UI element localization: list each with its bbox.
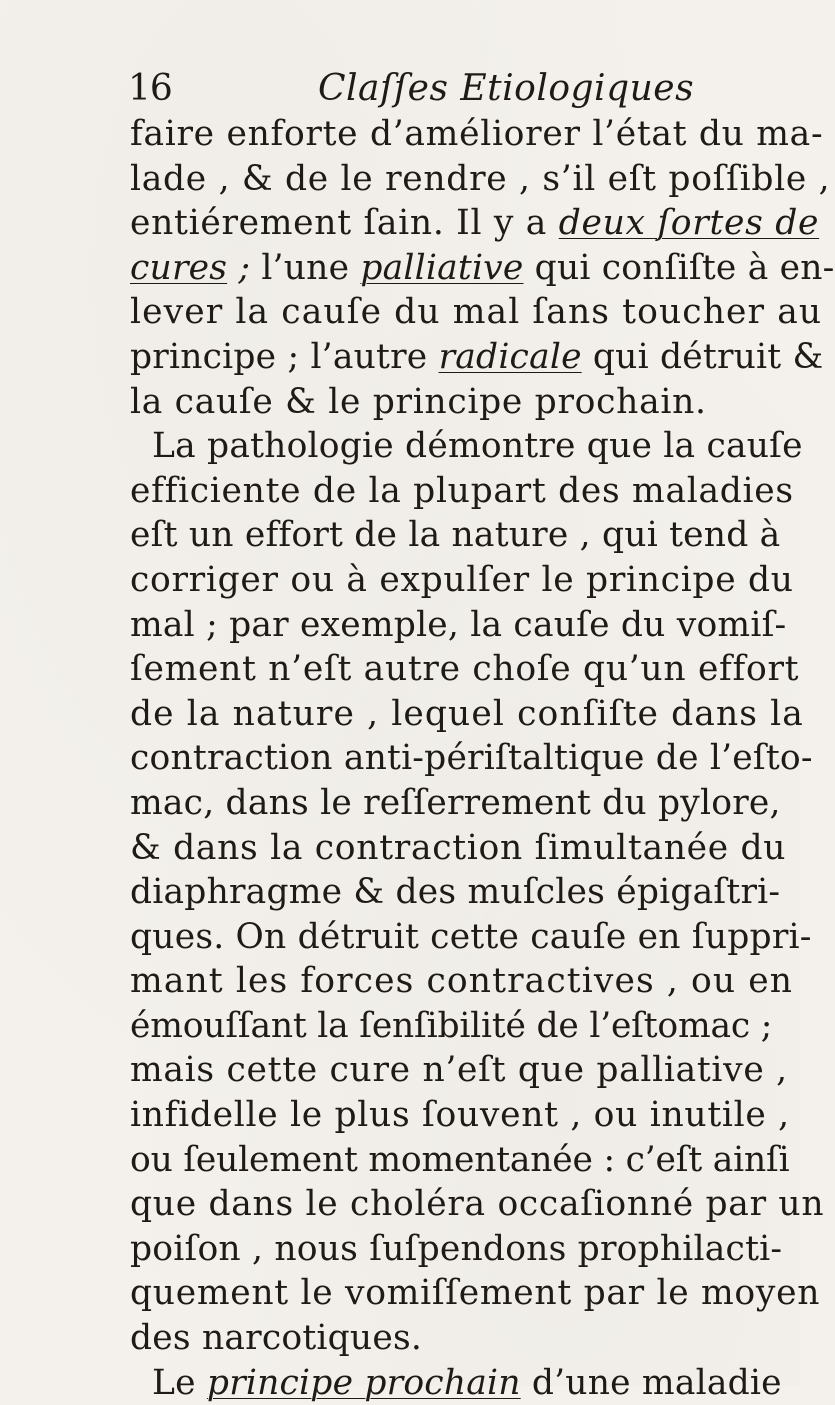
- text-line: [130, 736, 813, 781]
- text-segment: ſement n’eſt autre choſe qu’un effort: [130, 649, 800, 690]
- italic-phrase: principe prochain: [206, 1362, 521, 1403]
- text-line: [130, 915, 812, 960]
- text-segment: & dans la contraction ſimultanée du: [130, 827, 787, 868]
- text-line: [130, 246, 835, 291]
- text-line: [130, 290, 823, 335]
- text-segment: ques. On détruit cette cauſe en ſuppri-: [130, 916, 812, 957]
- italic-phrase: palliative: [360, 247, 524, 288]
- text-line: [130, 1182, 825, 1227]
- text-segment: de la nature , lequel conſiſte dans la: [130, 693, 804, 734]
- text-segment: l’une: [261, 247, 361, 288]
- text-segment: qui conſiſte à en-: [523, 247, 835, 288]
- page-header: [128, 62, 748, 112]
- text-line: [130, 1093, 790, 1138]
- text-line: [130, 603, 787, 648]
- text-segment: mant les forces contractives , ou en: [130, 961, 794, 1002]
- italic-phrase: radicale: [438, 336, 582, 377]
- text-segment: entiérement ſain. Il y a: [130, 203, 559, 244]
- body-text: [130, 112, 835, 1405]
- text-segment: efficiente de la plupart des maladies: [130, 470, 794, 511]
- running-title: Claſſes Etiologiques: [318, 68, 695, 109]
- text-line: [130, 469, 794, 514]
- text-segment: mal ; par exemple, la cauſe du vomiſ-: [130, 604, 787, 645]
- text-segment: la cauſe & le principe prochain.: [130, 381, 707, 422]
- text-line: [130, 335, 824, 380]
- text-segment: quement le vomiſſement par le moyen: [130, 1273, 821, 1314]
- text-segment: infidelle le plus ſouvent , ou inutile ,: [130, 1095, 790, 1136]
- text-segment: Le: [152, 1362, 207, 1403]
- text-segment: émouſſant la ſenſibilité de l’eſtomac ;: [130, 1005, 773, 1046]
- italic-phrase: ;: [227, 247, 262, 288]
- text-line: [130, 424, 803, 469]
- text-line: [130, 826, 787, 871]
- text-segment: lever la cauſe du mal ſans toucher au: [130, 292, 823, 333]
- text-segment: mac, dans le reſſerrement du pylore,: [130, 782, 781, 823]
- text-segment: La pathologie démontre que la cauſe: [152, 426, 803, 467]
- text-line: [130, 1048, 788, 1093]
- text-line: [130, 959, 794, 1004]
- text-segment: que dans le choléra occaſionné par un: [130, 1184, 825, 1225]
- text-line: [130, 112, 824, 157]
- text-segment: d’une maladie: [520, 1362, 782, 1403]
- text-line: [130, 558, 794, 603]
- text-line: [130, 1138, 790, 1183]
- text-line: [130, 1361, 782, 1405]
- text-segment: corriger ou à expulſer le principe du: [130, 559, 794, 600]
- text-line: [130, 513, 781, 558]
- text-line: [130, 1227, 783, 1272]
- text-segment: eſt un effort de la nature , qui tend à: [130, 515, 781, 556]
- text-line: [130, 201, 820, 246]
- text-line: [130, 1271, 821, 1316]
- text-line: [130, 1316, 735, 1361]
- text-segment: des narcotiques.: [130, 1318, 423, 1359]
- text-segment: principe ; l’autre: [130, 336, 439, 377]
- text-segment: qui détruit &: [581, 336, 824, 377]
- text-line: [130, 647, 800, 692]
- text-line: [130, 1004, 773, 1049]
- text-line: [130, 870, 781, 915]
- italic-phrase: deux ſortes de: [558, 203, 820, 244]
- text-line: [130, 692, 804, 737]
- page-number: 16: [128, 68, 172, 109]
- text-segment: diaphragme & des muſcles épigaſtri-: [130, 872, 781, 913]
- text-line: [130, 157, 831, 202]
- text-segment: mais cette cure n’eſt que palliative ,: [130, 1050, 788, 1091]
- text-segment: ou ſeulement momentanée : c’eſt ainſi: [130, 1139, 790, 1180]
- text-segment: contraction anti-périſtaltique de l’eſto-: [130, 738, 813, 779]
- text-line: [130, 380, 735, 425]
- italic-phrase: cures: [130, 247, 228, 288]
- text-segment: lade , & de le rendre , s’il eſt poſſible ,: [130, 158, 831, 199]
- text-segment: faire enforte d’améliorer l’état du ma-: [130, 114, 824, 154]
- text-segment: poiſon , nous ſuſpendons prophilacti-: [130, 1228, 783, 1269]
- text-line: [130, 781, 781, 826]
